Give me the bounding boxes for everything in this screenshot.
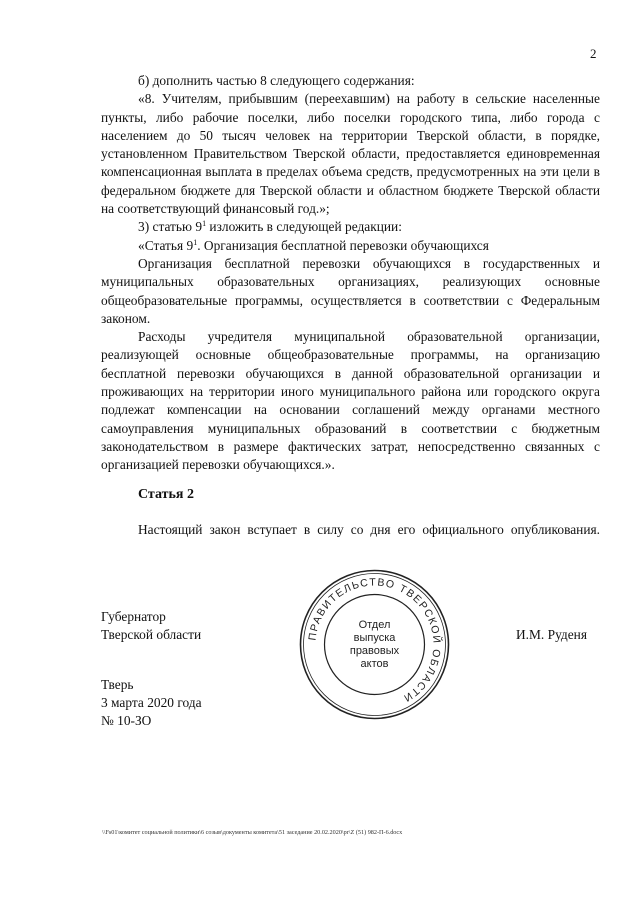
file-path-footer: \\Fs01\комитет социальной политики\6 созыв\документы комитета\51 заседание 20.02.2020\pr\Z (51) 982-П-6.docx bbox=[102, 829, 403, 836]
text-fragment: 3) статью 9 bbox=[138, 219, 203, 235]
stamp-line: актов bbox=[360, 657, 389, 670]
text-fragment: . Организация бесплатной перевозки обучающихся bbox=[197, 237, 489, 253]
city: Тверь bbox=[101, 677, 134, 692]
signatory-title: Губернатор bbox=[101, 609, 166, 624]
stamp-line: правовых bbox=[349, 644, 400, 657]
place-and-date bbox=[101, 676, 202, 730]
paragraph-free-transport: Организация бесплатной перевозки обучающихся в государственных и муниципальных образовательных организациях, реализующих основные общеобразовательные программы, осуществляется в соответствии с Федеральным законом. bbox=[101, 255, 600, 326]
paragraph-article-9-1-instruction bbox=[101, 218, 600, 236]
document-body bbox=[101, 72, 600, 475]
text-fragment: «Статья 9 bbox=[138, 237, 194, 253]
stamp-ring-text: ПРАВИТЕЛЬСТВО ТВЕРСКОЙ ОБЛАСТИ bbox=[306, 576, 443, 705]
text-fragment: изложить в следующей редакции: bbox=[206, 219, 402, 235]
paragraph-expenses-compensation: Расходы учредителя муниципальной образовательной организации, реализующей основные общеобразовательные программы, на организацию бесплатной перевозки обучающихся в данной образовательной организации и проживающих на территории иного муниципального района или городского округа подлежат компенсации на основании соглашений между органами местного самоуправления муниципальных образований в соответствии с бюджетным законодательством в размере фактических затрат, непосредственно связанных с организацией перевозки обучающихся.». bbox=[101, 329, 600, 473]
article-2-heading: Статья 2 bbox=[138, 487, 194, 502]
signatory-position bbox=[101, 608, 201, 644]
paragraph-amendment-b: б) дополнить частью 8 следующего содержания: bbox=[138, 73, 415, 88]
law-number: № 10-ЗО bbox=[101, 713, 152, 728]
paragraph-article-9-1-title bbox=[101, 237, 600, 255]
stamp-center-text bbox=[297, 567, 452, 722]
stamp-line: Отдел bbox=[358, 618, 391, 631]
article-2-body bbox=[101, 520, 600, 539]
superscript: 1 bbox=[193, 237, 198, 247]
official-stamp bbox=[297, 567, 452, 722]
page-number: 2 bbox=[590, 46, 597, 61]
date: 3 марта 2020 года bbox=[101, 695, 202, 710]
paragraph-entry-into-force: Настоящий закон вступает в силу со дня его официального опубликования. bbox=[138, 522, 600, 537]
signatory-name: И.М. Руденя bbox=[516, 627, 587, 642]
stamp-line: выпуска bbox=[353, 631, 396, 644]
signatory-region: Тверской области bbox=[101, 627, 202, 642]
superscript: 1 bbox=[202, 219, 207, 229]
paragraph-part-8: «8. Учителям, прибывшим (переехавшим) на работу в сельские населенные пункты, либо рабочие поселки, либо поселки городского типа, либо города с населением до 50 тысяч человек на территории Тверской области, в порядке, установленном Правительством Тверской области, предоставляется единовременная компенсационная выплата в пределах объема средств, предусмотренных на эти цели в федеральном бюджете для Тверской области и областном бюджете Тверской области на соответствующий финансовый год.»; bbox=[101, 91, 600, 217]
